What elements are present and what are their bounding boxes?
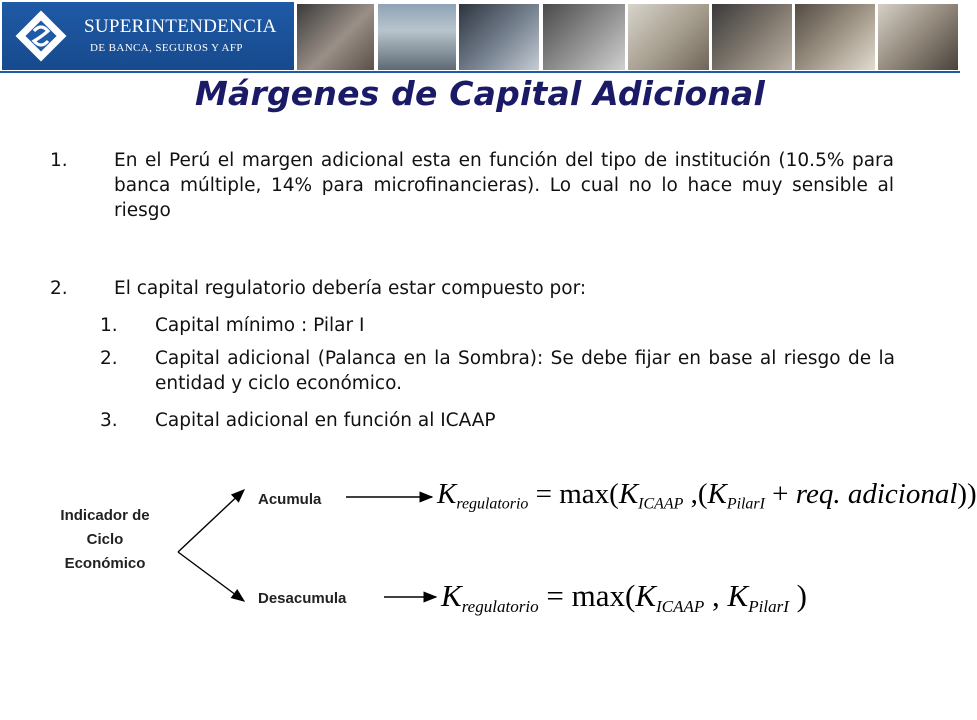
formula-decumulate: $K_{regulatorio} = \max(K_{ICAAP}$ , $K_{PilarI}$ )	[441, 578, 807, 616]
banner-divider	[0, 71, 960, 73]
sub-list-item-text: Capital adicional (Palanca en la Sombra): Se debe fijar en base al riesgo de la entidad y ciclo económico.	[155, 348, 895, 394]
branch-label-accumulate: Acumula	[258, 491, 322, 508]
list-item-number: 1.	[50, 150, 68, 171]
branch-arrow-down	[178, 552, 244, 601]
sub-list-item-number: 3.	[100, 410, 118, 431]
banner-photo-cards	[297, 4, 374, 70]
list-item	[0, 148, 960, 238]
sub-list-item-text: Capital mínimo : Pilar I	[155, 315, 365, 336]
banner-photo-office	[878, 4, 958, 70]
formula-accumulate: $K_{regulatorio} = \max(K_{ICAAP}$ $,(K_{PilarI}$ + req. adicional))	[437, 478, 977, 513]
sub-list-item	[0, 346, 960, 402]
sub-list-item-number: 2.	[100, 348, 118, 369]
list-item-text: El capital regulatorio debería estar compuesto por:	[114, 278, 587, 299]
sub-list-item-number: 1.	[100, 315, 118, 336]
header-banner	[0, 0, 960, 72]
list-item-number: 2.	[50, 278, 68, 299]
slide-title: Márgenes de Capital Adicional	[194, 74, 766, 113]
sub-list-item-text: Capital adicional en función al ICAAP	[155, 410, 496, 431]
branch-label-decumulate: Desacumula	[258, 590, 347, 607]
banner-photo-terminal	[712, 4, 792, 70]
sbs-logo	[2, 2, 294, 70]
banner-photo-money	[628, 4, 709, 70]
list-item	[0, 276, 960, 304]
banner-photo-building	[378, 4, 456, 70]
indicator-label: Indicador de Ciclo Económico	[60, 507, 150, 572]
banner-photo-handshake	[543, 4, 625, 70]
sub-list-item	[0, 408, 960, 436]
sbs-emblem-icon	[14, 9, 68, 63]
banner-photo-keyboard	[459, 4, 539, 70]
sub-list-item	[0, 313, 960, 341]
logo-text-line1: SUPERINTENDENCIA	[84, 16, 277, 37]
branch-arrow-up	[178, 490, 244, 552]
list-item-text: En el Perú el margen adicional esta en función del tipo de institución (10.5% para banca múltiple, 14% para microfinancieras). Lo cual no lo hace muy sensible al riesgo	[114, 150, 894, 221]
banner-photo-business	[795, 4, 875, 70]
logo-text-line2: DE BANCA, SEGUROS Y AFP	[90, 42, 243, 54]
